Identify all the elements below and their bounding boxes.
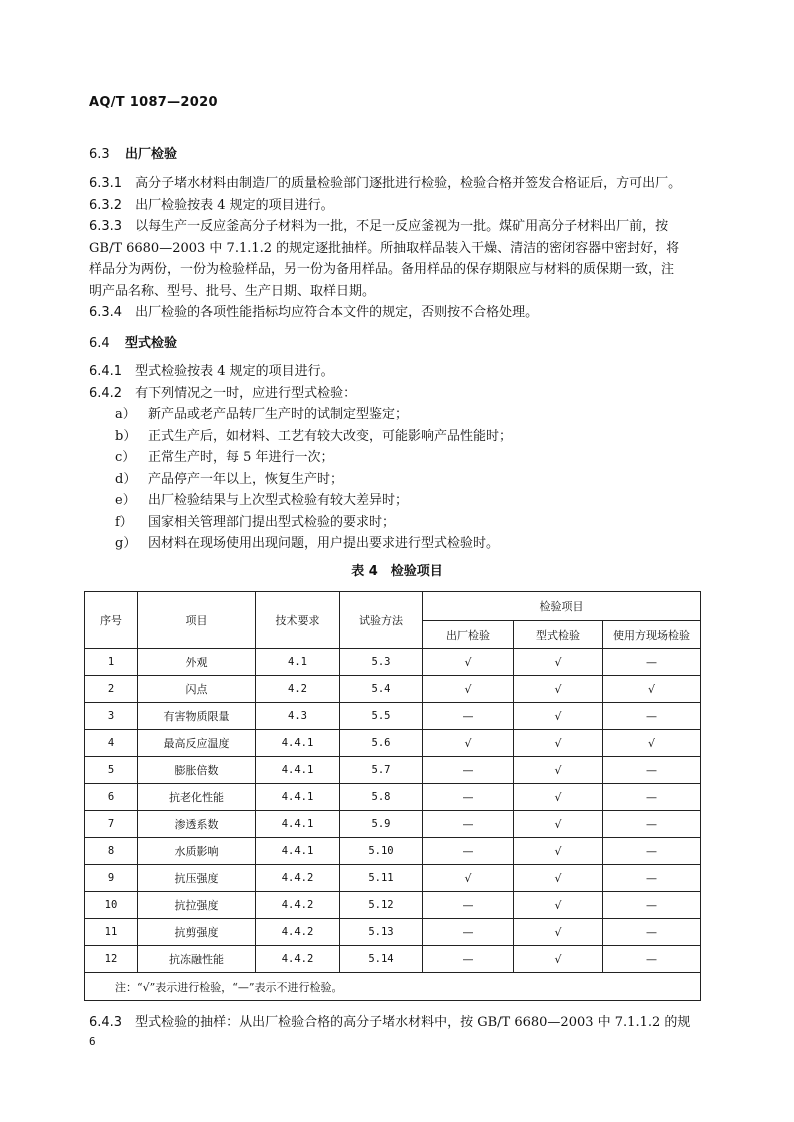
cell-req: 4.4.1 [256, 811, 340, 838]
cell-type: √ [514, 892, 603, 919]
table-row [85, 784, 701, 811]
cell-req: 4.3 [256, 703, 340, 730]
cell-no: 2 [85, 676, 138, 703]
table-row [85, 892, 701, 919]
list-marker: a） [115, 407, 136, 422]
cell-factory: √ [423, 730, 514, 757]
section-number: 6.4 [89, 336, 110, 351]
cell-type: √ [514, 649, 603, 676]
cell-no: 5 [85, 757, 138, 784]
cell-no: 3 [85, 703, 138, 730]
clause-text: 出厂检验的各项性能指标均应符合本文件的规定，否则按不合格处理。 [135, 305, 539, 320]
list-item [89, 469, 701, 491]
col-header-site: 使用方现场检验 [603, 621, 701, 649]
clause-6-4-1 [89, 361, 701, 383]
section-title: 出厂检验 [125, 147, 178, 162]
table-title: 表 4 检验项目 [351, 564, 443, 579]
cell-item: 抗压强度 [138, 865, 256, 892]
list-marker: f） [115, 514, 133, 530]
col-header-factory: 出厂检验 [423, 621, 514, 649]
clause-number: 6.3.3 [89, 219, 123, 234]
clause-6-4-2 [89, 383, 701, 405]
table-row [85, 649, 701, 676]
clause-text: 出厂检验按表 4 规定的项目进行。 [135, 197, 334, 213]
clause-text: 型式检验的抽样：从出厂检验合格的高分子堵水材料中，按 GB/T 6680—2003 中 7.1.1.2 的规 [135, 1015, 691, 1030]
cell-method: 5.3 [340, 649, 423, 676]
page-number: 6 [89, 1035, 96, 1048]
list-marker: g） [115, 536, 137, 551]
list-text: 新产品或老产品转厂生产时的试制定型鉴定； [148, 407, 409, 422]
cell-method: 5.12 [340, 892, 423, 919]
table-row [85, 811, 701, 838]
inspection-table [84, 591, 701, 1001]
cell-site: — [603, 892, 701, 919]
list-item [89, 490, 701, 512]
cell-type: √ [514, 811, 603, 838]
cell-factory: — [423, 703, 514, 730]
cell-no: 8 [85, 838, 138, 865]
cell-type: √ [514, 838, 603, 865]
cell-site: — [603, 784, 701, 811]
table-row [85, 757, 701, 784]
cell-method: 5.7 [340, 757, 423, 784]
section-heading [89, 332, 701, 351]
section-6-3-body [89, 173, 701, 324]
cell-item: 闪点 [138, 676, 256, 703]
table-row [85, 730, 701, 757]
cell-method: 5.6 [340, 730, 423, 757]
cell-item: 最高反应温度 [138, 730, 256, 757]
section-title: 型式检验 [125, 336, 178, 351]
clause-6-3-3 [89, 216, 701, 238]
cell-site: — [603, 946, 701, 973]
cell-item: 水质影响 [138, 838, 256, 865]
col-header-item: 项目 [138, 592, 256, 649]
clause-text: 型式检验按表 4 规定的项目进行。 [135, 364, 334, 379]
cell-factory: √ [423, 676, 514, 703]
cell-type: √ [514, 946, 603, 973]
clause-6-3-4 [89, 302, 701, 324]
cell-method: 5.10 [340, 838, 423, 865]
cell-method: 5.9 [340, 811, 423, 838]
cell-factory: — [423, 838, 514, 865]
table-row [85, 676, 701, 703]
cell-type: √ [514, 730, 603, 757]
cell-method: 5.8 [340, 784, 423, 811]
clause-number: 6.4.2 [89, 385, 123, 401]
clause-6-3-3-line4: 明产品名称、型号、批号、生产日期、取样日期。 [89, 283, 376, 299]
clause-number: 6.4.3 [89, 1015, 123, 1030]
cell-type: √ [514, 676, 603, 703]
cell-item: 抗拉强度 [138, 892, 256, 919]
col-header-no: 序号 [85, 592, 138, 649]
clause-number: 6.3.2 [89, 197, 123, 213]
section-6-4-body [89, 361, 701, 555]
cell-method: 5.13 [340, 919, 423, 946]
cell-site: √ [603, 676, 701, 703]
list-marker: b） [115, 428, 137, 444]
cell-req: 4.4.1 [256, 838, 340, 865]
list-item [89, 404, 701, 426]
cell-item: 抗冻融性能 [138, 946, 256, 973]
clause-number: 6.4.1 [89, 364, 123, 379]
document-code: AQ/T 1087—2020 [89, 95, 218, 110]
clause-6-3-3-line3: 样品分为两份，一份为检验样品，另一份为备用样品。备用样品的保存期限应与材料的质保期一致，注 [89, 262, 675, 277]
cell-type: √ [514, 919, 603, 946]
clause-number: 6.3.1 [89, 176, 123, 191]
clause-text: 有下列情况之一时，应进行型式检验： [135, 385, 357, 401]
cell-factory: — [423, 892, 514, 919]
cell-item: 抗老化性能 [138, 784, 256, 811]
cell-site: — [603, 919, 701, 946]
table-row [85, 838, 701, 865]
cell-site: √ [603, 730, 701, 757]
cell-type: √ [514, 784, 603, 811]
table-row [85, 865, 701, 892]
cell-no: 10 [85, 892, 138, 919]
cell-factory: √ [423, 649, 514, 676]
cell-item: 抗剪强度 [138, 919, 256, 946]
cell-type: √ [514, 703, 603, 730]
table-row [85, 703, 701, 730]
col-header-method: 试验方法 [340, 592, 423, 649]
cell-req: 4.4.1 [256, 757, 340, 784]
cell-factory: — [423, 946, 514, 973]
list-item [89, 512, 701, 534]
list-text: 因材料在现场使用出现问题，用户提出要求进行型式检验时。 [148, 536, 500, 551]
list-item [89, 447, 701, 469]
section-number: 6.3 [89, 147, 110, 162]
cell-no: 12 [85, 946, 138, 973]
cell-no: 6 [85, 784, 138, 811]
cell-factory: — [423, 784, 514, 811]
table-row [85, 919, 701, 946]
table-note-row [85, 973, 701, 1001]
cell-req: 4.4.2 [256, 892, 340, 919]
cell-site: — [603, 757, 701, 784]
cell-req: 4.4.1 [256, 730, 340, 757]
list-text: 产品停产一年以上，恢复生产时； [148, 471, 344, 487]
clause-6-3-1 [89, 173, 701, 195]
cell-req: 4.4.1 [256, 784, 340, 811]
cell-factory: — [423, 757, 514, 784]
section-heading [89, 143, 701, 162]
cell-item: 有害物质限量 [138, 703, 256, 730]
cell-no: 9 [85, 865, 138, 892]
cell-no: 7 [85, 811, 138, 838]
cell-factory: — [423, 811, 514, 838]
cell-site: — [603, 865, 701, 892]
clause-6-3-2 [89, 195, 701, 217]
section-6-4 [89, 332, 701, 351]
cell-site: — [603, 649, 701, 676]
cell-factory: — [423, 919, 514, 946]
cell-no: 4 [85, 730, 138, 757]
col-header-type: 型式检验 [514, 621, 603, 649]
cell-type: √ [514, 757, 603, 784]
cell-item: 渗透系数 [138, 811, 256, 838]
clause-6-3-3-line2: GB/T 6680—2003 中 7.1.1.2 的规定逐批抽样。所抽取样品装入干燥、清洁的密闭容器中密封好，将 [89, 240, 680, 256]
cell-site: — [603, 838, 701, 865]
cell-req: 4.1 [256, 649, 340, 676]
cell-factory: √ [423, 865, 514, 892]
cell-req: 4.4.2 [256, 865, 340, 892]
list-item [89, 533, 701, 555]
cell-item: 膨胀倍数 [138, 757, 256, 784]
clause-text: 高分子堵水材料由制造厂的质量检验部门逐批进行检验，检验合格并签发合格证后，方可出厂。 [135, 176, 682, 191]
list-text: 正式生产后，如材料、工艺有较大改变，可能影响产品性能时； [148, 428, 513, 444]
list-marker: d） [115, 471, 137, 487]
list-marker: e） [115, 493, 136, 508]
cell-method: 5.5 [340, 703, 423, 730]
list-item [89, 426, 701, 448]
list-text: 国家相关管理部门提出型式检验的要求时； [148, 514, 396, 530]
table-body [85, 649, 701, 973]
col-header-requirement: 技术要求 [256, 592, 340, 649]
table-note: 注：“√”表示进行检验，“—”表示不进行检验。 [85, 973, 701, 1001]
section-6-3 [89, 143, 701, 162]
cell-method: 5.14 [340, 946, 423, 973]
cell-req: 4.4.2 [256, 946, 340, 973]
table-row [85, 946, 701, 973]
clause-6-4-3 [89, 1011, 701, 1030]
cell-req: 4.2 [256, 676, 340, 703]
list-marker: c） [115, 450, 136, 465]
cell-item: 外观 [138, 649, 256, 676]
cell-type: √ [514, 865, 603, 892]
cell-req: 4.4.2 [256, 919, 340, 946]
clause-text: 以每生产一反应釜高分子材料为一批，不足一反应釜视为一批。煤矿用高分子材料出厂前，按 [135, 219, 669, 234]
cell-method: 5.11 [340, 865, 423, 892]
cell-site: — [603, 703, 701, 730]
col-header-group: 检验项目 [423, 592, 701, 621]
cell-no: 1 [85, 649, 138, 676]
clause-number: 6.3.4 [89, 305, 123, 320]
cell-no: 11 [85, 919, 138, 946]
cell-site: — [603, 811, 701, 838]
list-text: 正常生产时，每 5 年进行一次； [148, 450, 334, 465]
list-text: 出厂检验结果与上次型式检验有较大差异时； [148, 493, 409, 508]
cell-method: 5.4 [340, 676, 423, 703]
table-header-row [85, 592, 701, 621]
